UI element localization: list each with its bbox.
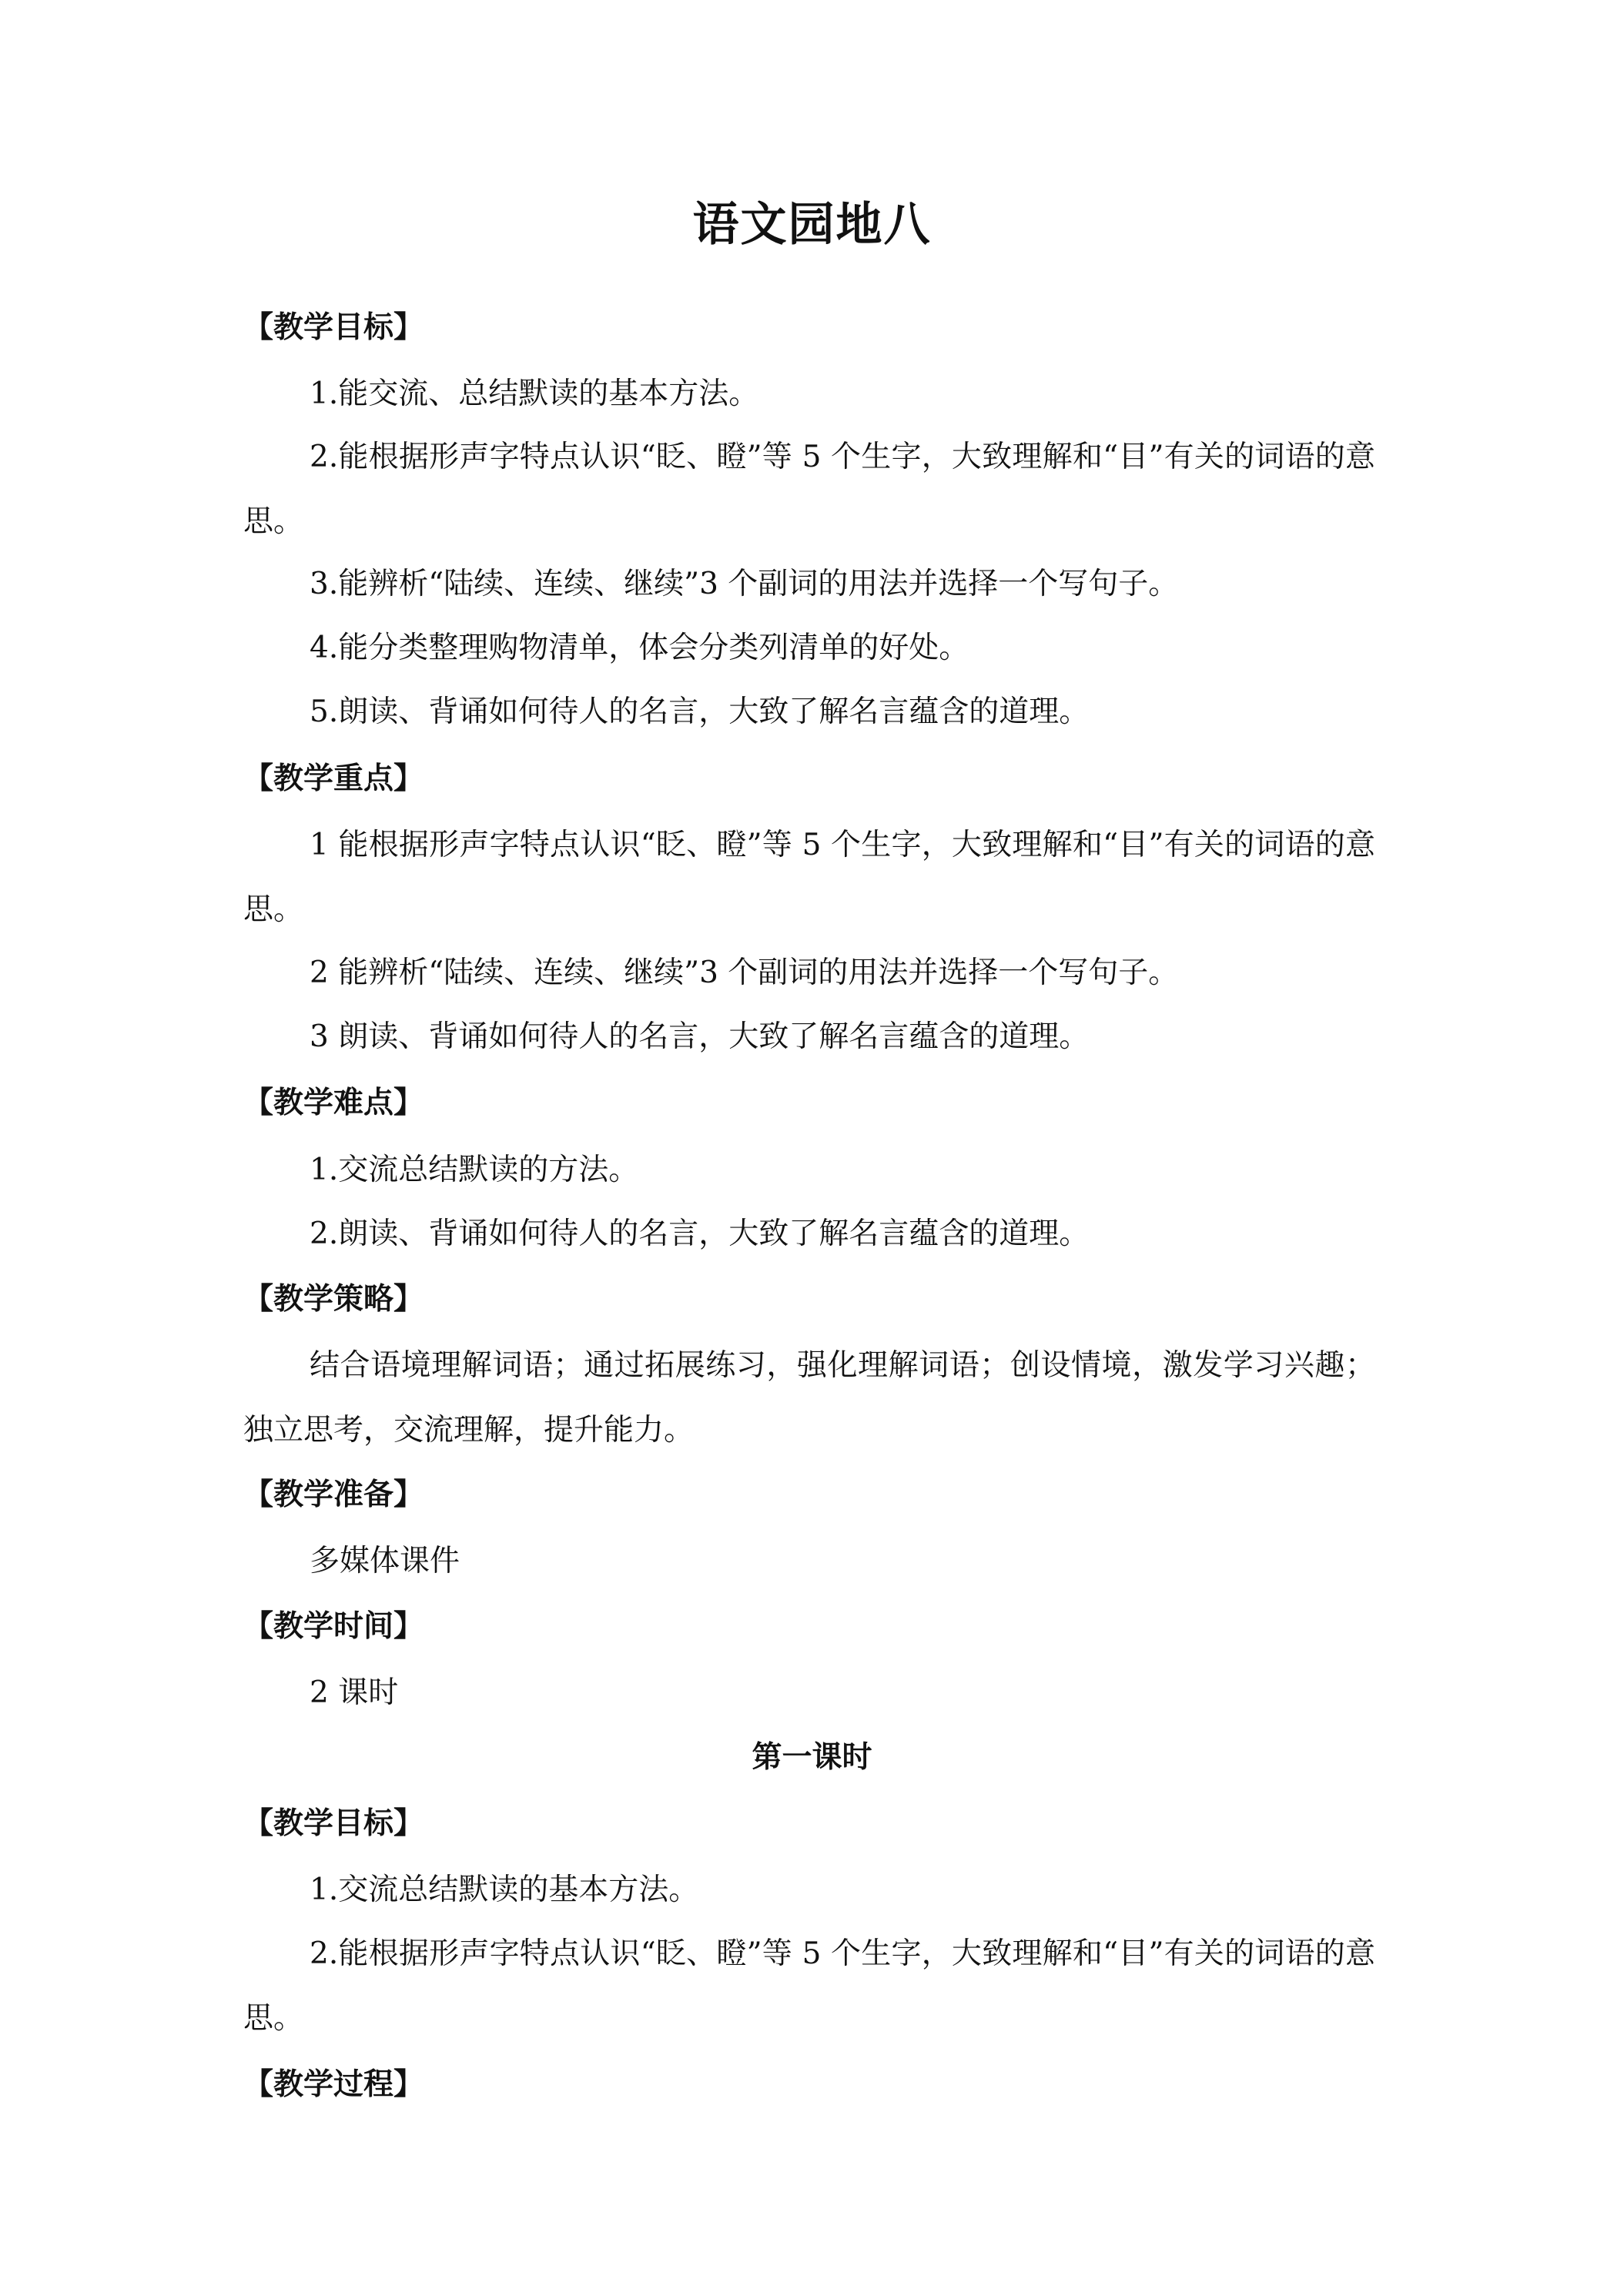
key-point-item: 1 能根据形声字特点认识“眨、瞪”等 5 个生字，大致理解和“目”有关的词语的意思。: [243, 828, 1375, 927]
difficulty-item: 2.朗读、背诵如何待人的名言，大致了解名言蕴含的道理。: [310, 1217, 1090, 1251]
goal-item: 3.能辨析“陆续、连续、继续”3 个副词的用法并选择一个写句子。: [310, 567, 1179, 601]
section-heading-strategy: 【教学策略】: [243, 1282, 424, 1317]
document-title: 语文园地八: [692, 198, 932, 252]
goal-item: 2.能根据形声字特点认识“眨、瞪”等 5 个生字，大致理解和“目”有关的词语的意思。: [243, 440, 1375, 539]
time-text: 2 课时: [310, 1675, 399, 1710]
section-heading-difficulties: 【教学难点】: [243, 1086, 424, 1120]
key-point-item: 2 能辨析“陆续、连续、继续”3 个副词的用法并选择一个写句子。: [310, 956, 1179, 990]
goal-item: 1.能交流、总结默读的基本方法。: [310, 377, 759, 411]
section-heading-preparation: 【教学准备】: [243, 1478, 424, 1512]
goal-item: 4.能分类整理购物清单，体会分类列清单的好处。: [310, 631, 969, 665]
section-heading-goals: 【教学目标】: [243, 310, 424, 345]
lesson-goal-item: 2.能根据形声字特点认识“眨、瞪”等 5 个生字，大致理解和“目”有关的词语的意思。: [243, 1936, 1375, 2036]
lesson-heading-process: 【教学过程】: [243, 2067, 424, 2102]
key-point-item: 3 朗读、背诵如何待人的名言，大致了解名言蕴含的道理。: [310, 1019, 1090, 1054]
lesson-title: 第一课时: [752, 1740, 872, 1775]
preparation-text: 多媒体课件: [310, 1544, 460, 1578]
goal-item: 5.朗读、背诵如何待人的名言，大致了解名言蕴含的道理。: [310, 694, 1090, 729]
difficulty-item: 1.交流总结默读的方法。: [310, 1153, 639, 1187]
strategy-text: 结合语境理解词语；通过拓展练习，强化理解词语；创设情境，激发学习兴趣；独立思考，交流理解，提升能力。: [243, 1348, 1375, 1448]
section-heading-key-points: 【教学重点】: [243, 761, 424, 796]
section-heading-time: 【教学时间】: [243, 1609, 424, 1644]
lesson-goal-item: 1.交流总结默读的基本方法。: [310, 1873, 699, 1907]
lesson-heading-goals: 【教学目标】: [243, 1806, 424, 1841]
